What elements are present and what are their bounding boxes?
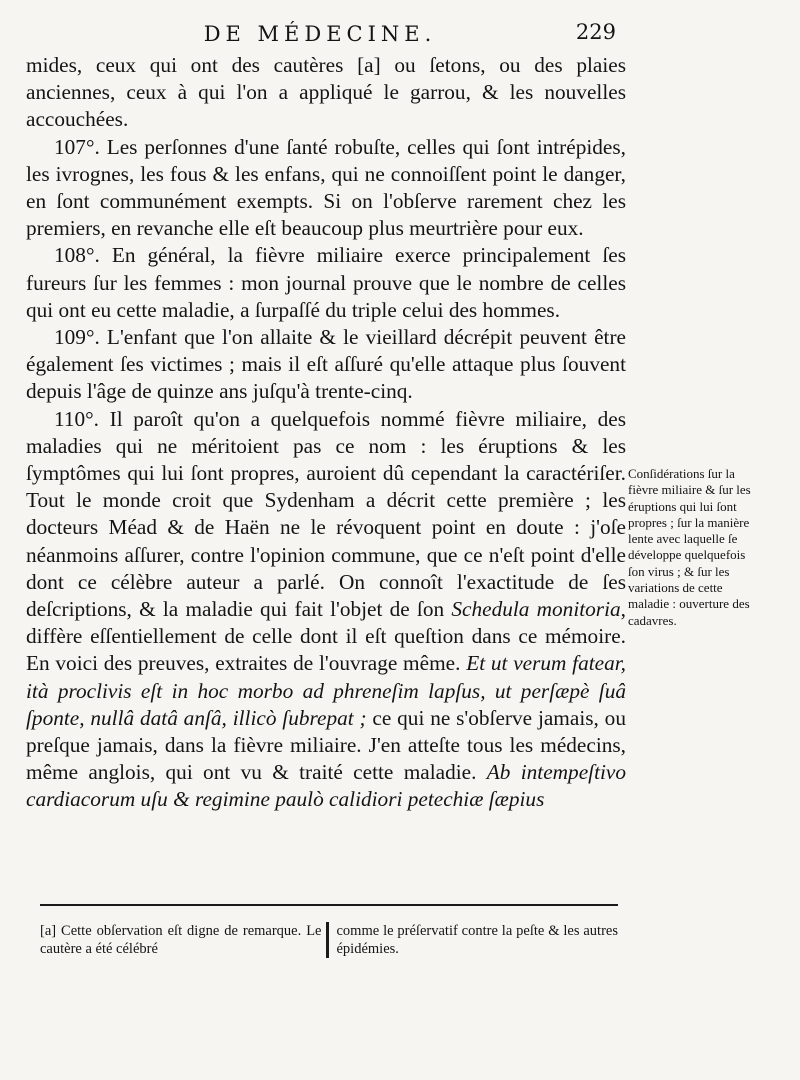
paragraph-continued: mides, ceux qui ont des cautères [a] ou ſetons, ou des plaies anciennes, ceux à qui l'on a appliqué le garrou, & les nouvelles accouchées. <box>26 53 626 132</box>
paragraph-108: 108°. En général, la fièvre miliaire exerce principalement ſes fureurs ſur les femmes : mon journal prouve que le nombre de celles qui ont eu cette maladie, a ſurpaſſé du triple celui des hommes. <box>26 243 626 322</box>
footnote <box>40 922 618 958</box>
paragraph-110-part-a: 110°. Il paroît qu'on a quelquefois nommé fièvre miliaire, des maladies qui ne méritoient pas ce nom : les éruptions & les ſymptômes qui lui ſont propres, auroient dû cependant la caractériſer. Tout le monde croit que Sydenham a décrit cette première ; les docteurs Méad & de Haën ne le révoquent point en doute : j'oſe néanmoins aſſurer, contre l'opinion commune, que ce n'eſt point d'elle dont ce célèbre auteur a parlé. On connoît l'exactitude de ſes deſcriptions, & la maladie qui fait l'objet de ſon <box>26 406 626 622</box>
latin-quote-1: Et ut verum fatear, ità proclivis eſt in hoc morbo ad phreneſim lapſus, ut perſæpè ſuâ ſponte, nullâ datâ anſâ, illicò ſubrepat ; <box>26 651 626 730</box>
footnote-right-column: comme le préſervatif contre la peſte & les autres épidémies. <box>326 922 619 958</box>
paragraph-110-part-b: , diffère eſſentiellement de celle dont il eſt queſtion dans ce mémoire. En voici des preuves, extraites de l'ouvrage même. <box>26 597 626 676</box>
margin-note: Conſidérations ſur la fièvre miliaire & ſur les éruptions qui lui ſont propres ; ſur la manière lente avec laquelle ſe développe quelquefois ſon virus ; & ſur les variations de cette maladie : ouverture des cadavres. <box>628 466 751 628</box>
page-number: 229 <box>575 20 616 44</box>
footnote-divider <box>40 904 618 906</box>
paragraph-109: 109°. L'enfant que l'on allaite & le vieillard décrépit peuvent être également ſes victimes ; mais il eſt aſſuré qu'elle attaque plus ſouvent depuis l'âge de quinze ans juſqu'à trente-cinq. <box>26 325 626 404</box>
paragraph-110 <box>26 406 626 814</box>
paragraph-107: 107°. Les perſonnes d'une ſanté robuſte, celles qui ſont intrépides, les ivrognes, les fous & les enfans, qui ne connoiſſent point le danger, en ſont communément exempts. Si on l'obſerve rarement chez les premiers, en revanche elle eſt beaucoup plus meurtrière pour eux. <box>26 134 626 241</box>
italic-title-schedula: Schedula monitoria <box>451 597 621 622</box>
paragraph-110-part-c: ce qui ne s'obſerve jamais, ou preſque jamais, dans la fièvre miliaire. J'en atteſte tous les médecins, même anglois, qui ont vu & traité cette maladie. <box>26 705 626 785</box>
running-title: DE MÉDECINE. <box>203 22 437 46</box>
latin-quote-2: Ab intempeſtivo cardiacorum uſu & regimine paulò calidiori petechiæ ſæpius <box>26 760 626 812</box>
footnote-left-column: [a] Cette obſervation eſt digne de remarque. Le cautère a été célébré <box>40 923 322 957</box>
main-text <box>26 52 626 814</box>
